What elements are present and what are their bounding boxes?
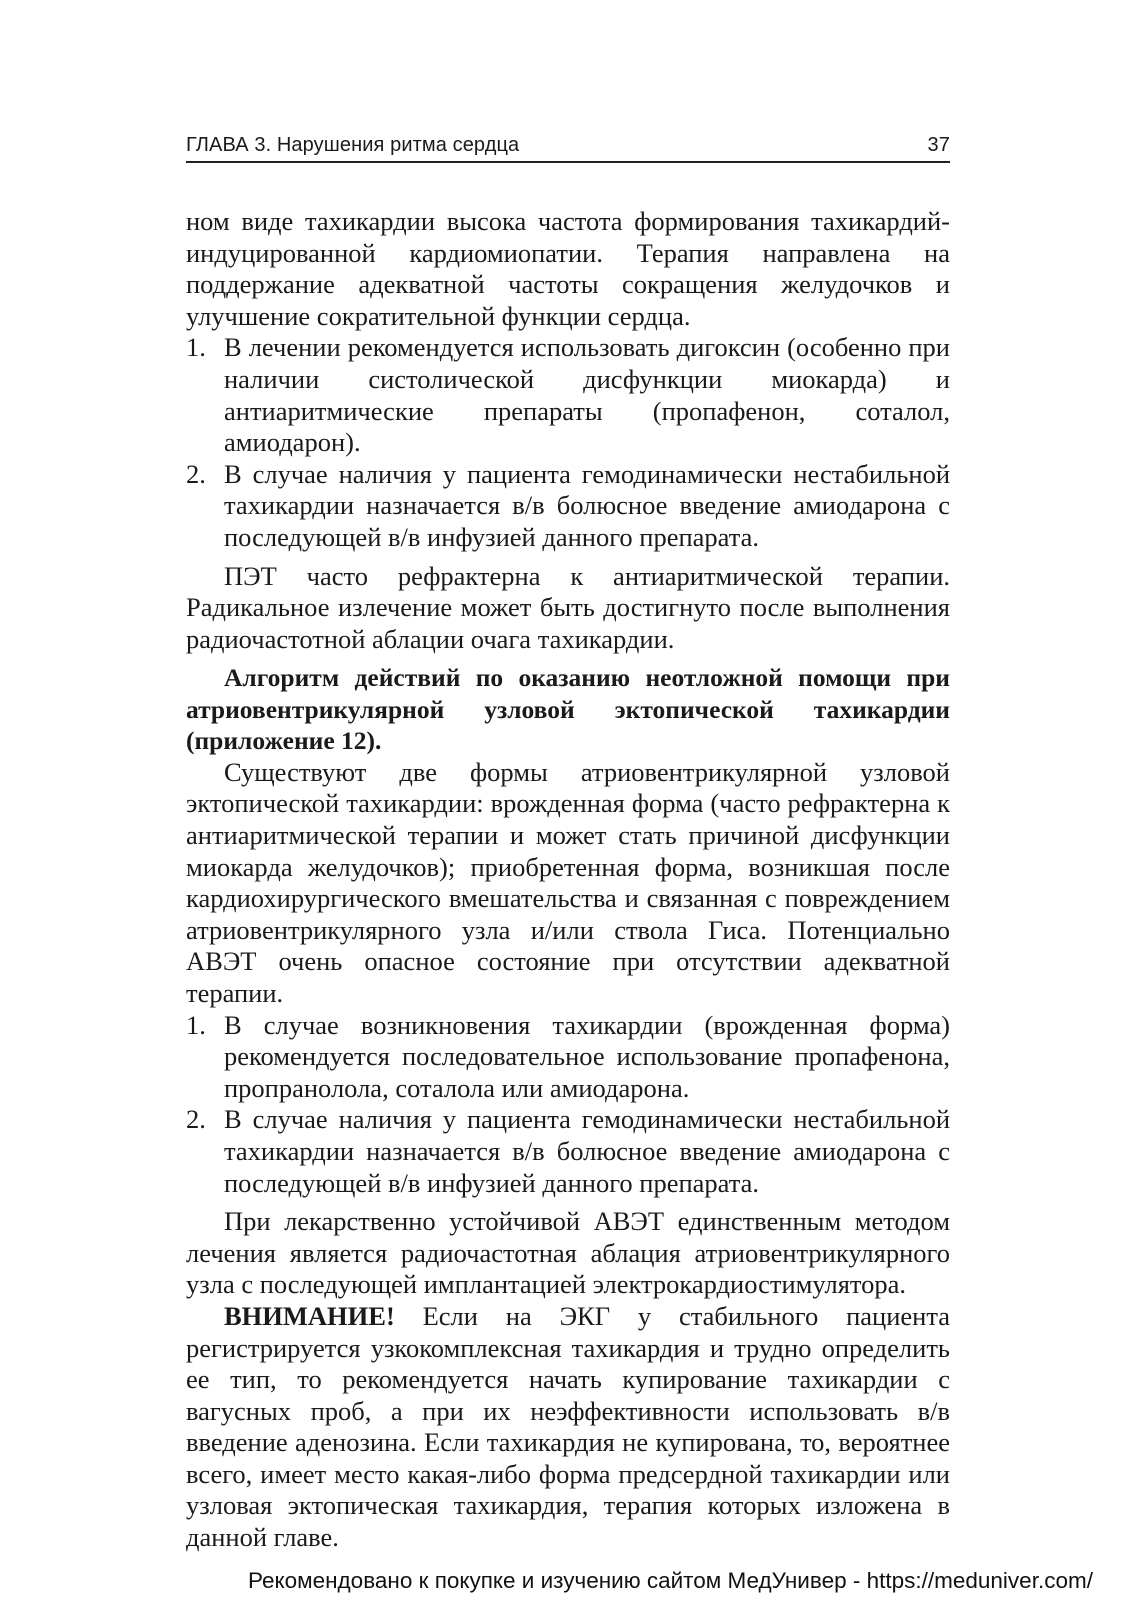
footer-note: Рекомендовано к покупке и изучению сайтом МедУнивер - https://meduniver.com/ <box>248 1568 1093 1593</box>
section-heading: Алгоритм действий по оказанию неотложной помощи при атриовентрикулярной узловой эктопической тахикардии (приложение 12). <box>186 663 950 756</box>
paragraph-pet: ПЭТ часто рефрактерна к антиаритмической терапии. Радикальное излечение может быть достигнуто после выполнения радиочастотной аблации очага тахикардии. <box>186 560 950 654</box>
list-number: 2. <box>186 458 206 489</box>
running-header <box>186 129 950 163</box>
list-item-text: В случае наличия у пациента гемодинамически нестабильной тахикардии назначается в/в болюсное введение амиодарона с последующей в/в инфузией данного препарата. <box>224 458 950 552</box>
warning-label: ВНИМАНИЕ! <box>224 1300 395 1331</box>
page-number: 37 <box>927 134 950 156</box>
list-item-text: В случае возникновения тахикардии (врожденная форма) рекомендуется последовательное использование пропафенона, пропранолола, соталола или амиодарона. <box>224 1009 950 1103</box>
paragraph-warning <box>186 1301 950 1554</box>
list-item-text: В лечении рекомендуется использовать дигоксин (особенно при наличии систолической дисфункции миокарда) и антиаритмические препараты (пропафенон, соталол, амиодарон). <box>224 332 950 458</box>
list-item <box>186 1104 950 1199</box>
paragraph-forms: Существуют две формы атриовентрикулярной узловой эктопической тахикардии: врожденная форма (часто рефрактерна к антиаритмической терапии и может стать причиной дисфункции миокарда желудочков); приобретенная форма, возникшая после кардиохирургического вмешательства и связанная с повреждением атриовентрикулярного узла и/или ствола Гиса. Потенциально АВЭТ очень опасное состояние при отсутствии адекватной терапии. <box>186 756 950 1008</box>
list-item <box>186 459 950 554</box>
list-number: 1. <box>186 332 206 363</box>
list-item <box>186 1010 950 1105</box>
list-number: 1. <box>186 1009 206 1040</box>
list-number: 2. <box>186 1104 206 1135</box>
paragraph-ablation: При лекарственно устойчивой АВЭТ единственным методом лечения является радиочастотная аблация атриовентрикулярного узла с последующей имплантацией электрокардиостимулятора. <box>186 1206 950 1300</box>
warning-text: Если на ЭКГ у стабильного пациента регистрируется узкокомплексная тахикардия и трудно определить ее тип, то рекомендуется начать купирование тахикардии с вагусных проб, а при их неэффективности использовать в/в введение аденозина. Если тахикардия не купирована, то, вероятнее всего, имеет место какая-либо форма предсердной тахикардии или узловая эктопическая тахикардия, терапия которых изложена в данной главе. <box>186 1300 950 1553</box>
chapter-title: ГЛАВА 3. Нарушения ритма сердца <box>186 134 520 156</box>
list-item <box>186 332 950 458</box>
list-item-text: В случае наличия у пациента гемодинамически нестабильной тахикардии назначается в/в болюсное введение амиодарона с последующей в/в инфузией данного препарата. <box>224 1104 950 1198</box>
body-text <box>186 206 950 1554</box>
paragraph-continuation: ном виде тахикардии высока частота формирования тахикардий-индуцированной кардиомиопатии. Терапия направлена на поддержание адекватной частоты сокращения желудочков и улучшение сократительной функции сердца. <box>186 206 950 331</box>
